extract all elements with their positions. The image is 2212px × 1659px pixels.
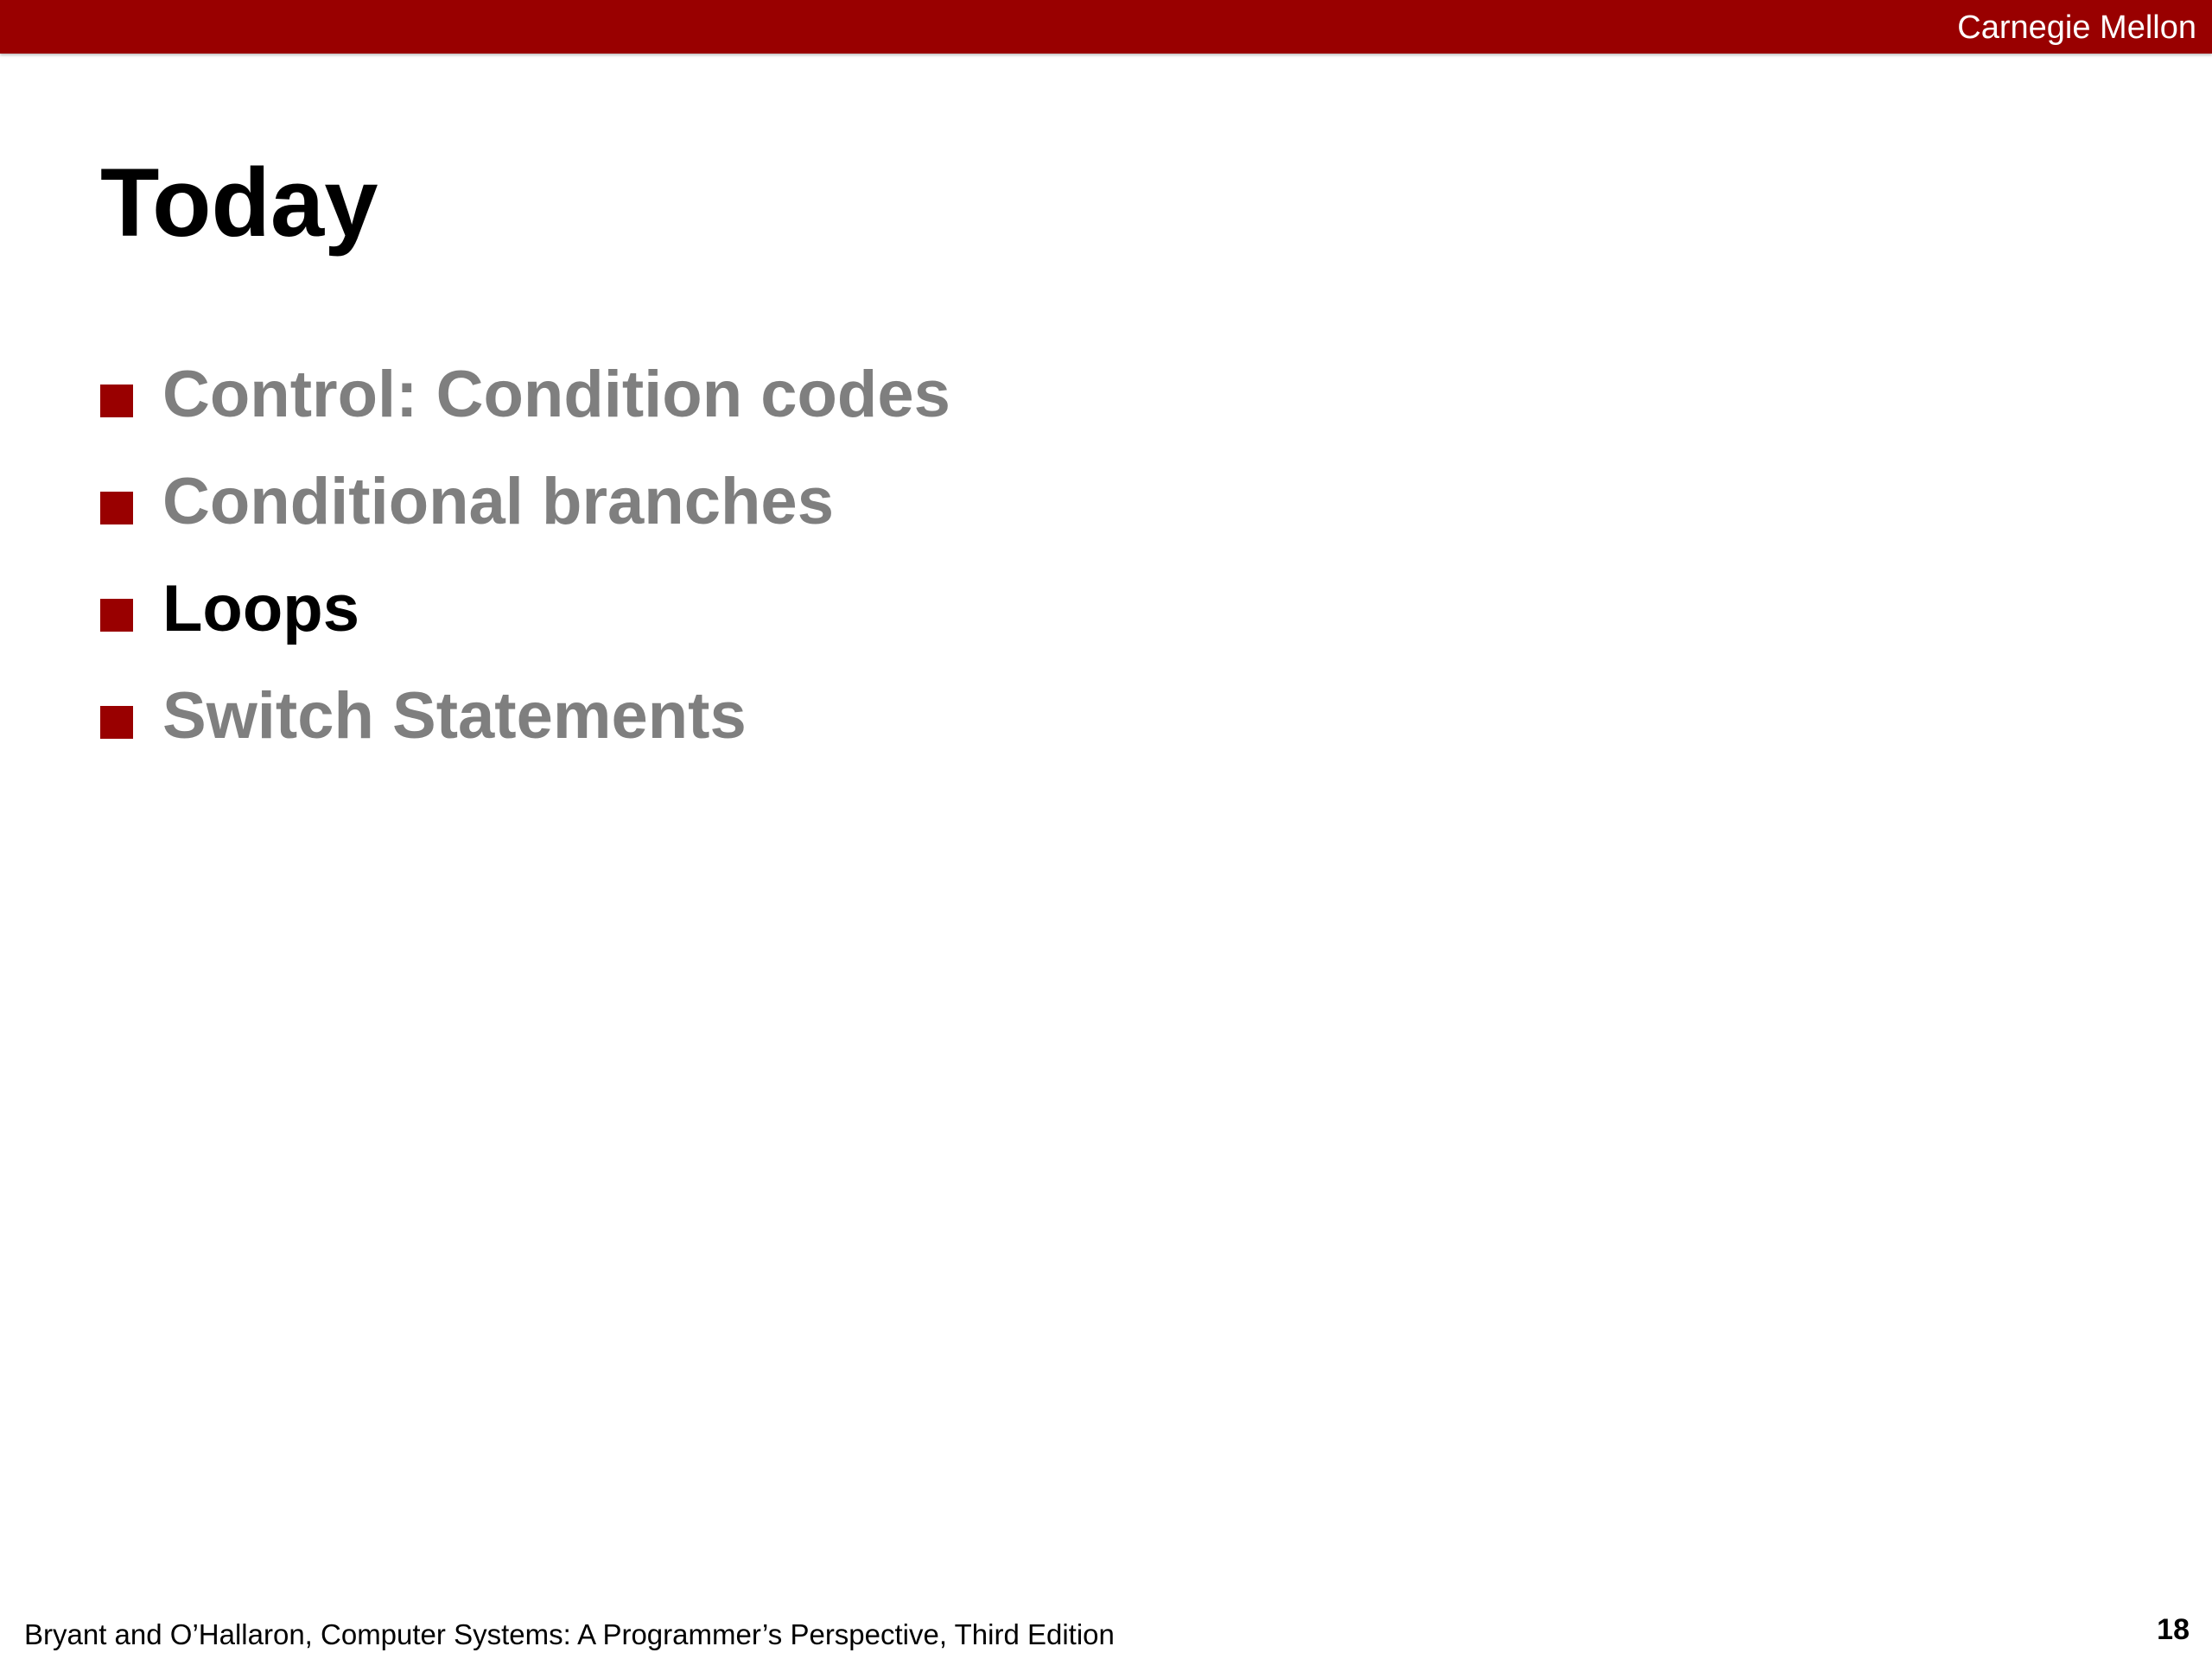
footer-citation: Bryant and O’Hallaron, Computer Systems: A Programmer’s Perspective, Third Edition [24, 1618, 1115, 1650]
page-number: 18 [2157, 1613, 2190, 1646]
square-bullet-icon [100, 706, 133, 739]
square-bullet-icon [100, 385, 133, 417]
agenda-item [100, 341, 950, 448]
slide-title: Today [100, 149, 378, 257]
org-name: Carnegie Mellon [1957, 10, 2196, 46]
agenda-list [100, 341, 950, 770]
agenda-item-label: Conditional branches [162, 465, 834, 538]
agenda-item-label: Switch Statements [162, 679, 747, 753]
square-bullet-icon [100, 492, 133, 524]
agenda-item-label: Loops [162, 572, 359, 645]
square-bullet-icon [100, 599, 133, 632]
agenda-item-label: Control: Condition codes [162, 358, 950, 431]
agenda-item [100, 663, 950, 770]
agenda-item [100, 556, 950, 663]
header-bar [0, 0, 2212, 54]
agenda-item [100, 448, 950, 556]
